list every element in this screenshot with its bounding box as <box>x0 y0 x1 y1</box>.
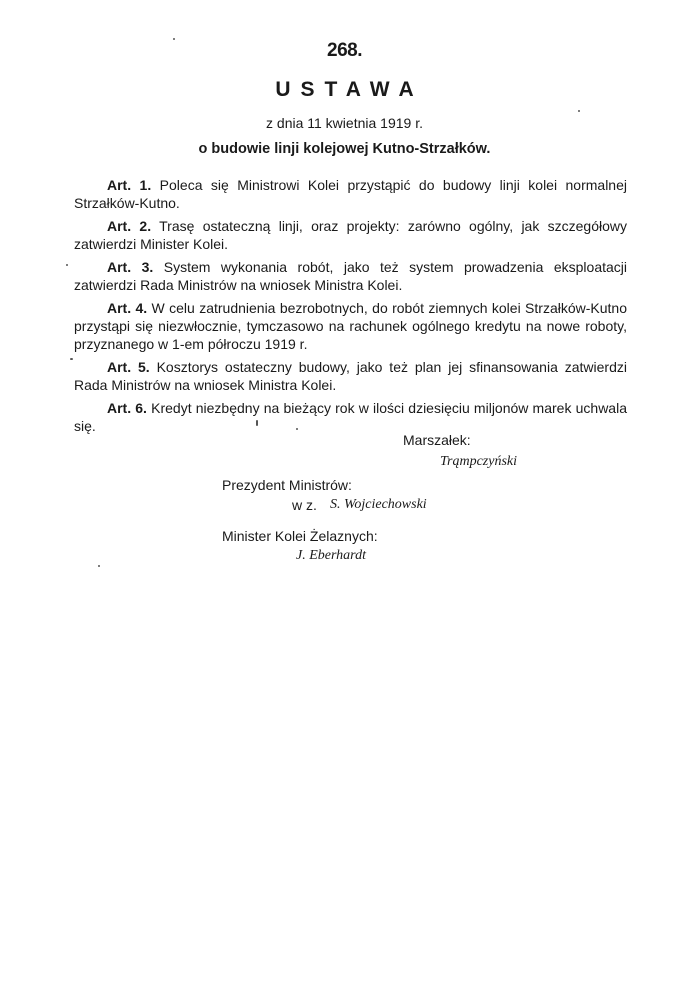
marshal-name: Trąmpczyński <box>440 454 517 469</box>
articles-section <box>74 176 627 440</box>
article-3 <box>74 258 627 294</box>
scan-speck <box>256 420 258 426</box>
scan-speck <box>296 428 298 430</box>
rail-minister-title: Minister Kolei Żelaznych: <box>222 528 378 544</box>
scan-speck <box>578 110 580 112</box>
marshal-title: Marszałek: <box>403 432 471 448</box>
article-label: Art. 3. <box>107 259 154 275</box>
scan-speck <box>98 565 100 567</box>
article-5 <box>74 358 627 394</box>
pm-title: Prezydent Ministrów: <box>222 477 352 493</box>
article-label: Art. 2. <box>107 218 152 234</box>
article-label: Art. 4. <box>107 300 148 316</box>
article-4 <box>74 299 627 353</box>
law-subject: o budowie linji kolejowej Kutno-Strzałków. <box>198 141 491 157</box>
page-number: 268. <box>327 40 362 61</box>
article-text: Kredyt niezbędny na bieżący rok w ilości dziesięciu miljonów marek uchwala się. <box>74 400 627 434</box>
article-text: W celu zatrudnienia bezrobotnych, do robót ziemnych kolei Strzałków-Kutno przystąpi się niezwłocznie, tymczasowo na rachunek ogólnego kredytu na nowe roboty, przyznanego w 1-em półroczu 1919 r. <box>74 300 627 352</box>
article-text: Trasę ostateczną linji, oraz projekty: zarówno ogólny, jak szczegółowy zatwierdzi Minister Kolei. <box>74 218 628 252</box>
scan-speck <box>70 358 73 360</box>
article-1 <box>74 176 627 212</box>
rail-minister-name: J. Eberhardt <box>296 548 366 563</box>
pm-name: S. Wojciechowski <box>330 497 427 512</box>
scan-speck <box>66 264 68 266</box>
article-label: Art. 6. <box>107 400 147 416</box>
law-title: USTAWA <box>275 78 424 101</box>
article-text: System wykonania robót, jako też system prowadzenia eksploatacji zatwierdzi Rada Ministrów na wniosek Ministra Kolei. <box>74 259 627 293</box>
article-text: Poleca się Ministrowi Kolei przystąpić do budowy linji kolei normalnej Strzałków-Kutno. <box>74 177 627 211</box>
law-date: z dnia 11 kwietnia 1919 r. <box>266 115 423 131</box>
scan-speck <box>173 38 175 40</box>
article-2 <box>74 217 627 253</box>
article-label: Art. 5. <box>107 359 150 375</box>
article-label: Art. 1. <box>107 177 152 193</box>
article-text: Kosztorys ostateczny budowy, jako też plan jej sfinansowania zatwierdzi Rada Ministrów na wniosek Ministra Kolei. <box>74 359 627 393</box>
article-6 <box>74 399 627 435</box>
pm-prefix: w z. <box>292 497 317 513</box>
